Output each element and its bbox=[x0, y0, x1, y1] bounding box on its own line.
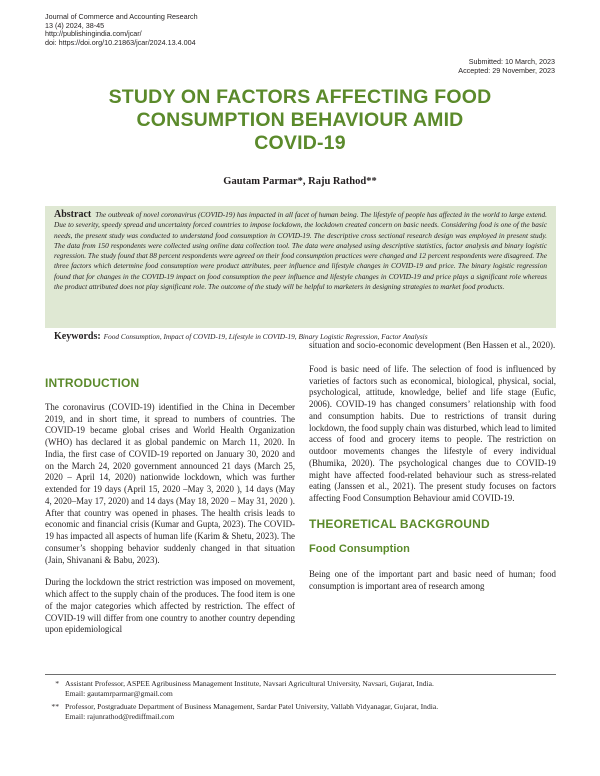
section-heading-theoretical-background: THEORETICAL BACKGROUND bbox=[309, 516, 490, 531]
footnote-body bbox=[65, 702, 545, 722]
paragraph: situation and socio-economic development (Ben Hassen et al., 2020). bbox=[309, 340, 556, 350]
abstract-text: The outbreak of novel coronavirus (COVID-19) has impacted in all facet of human being. The lifestyle of people has affected in the world to large extend. Due to severity, speedy spread and uncertainty forced countries to impose lockdown, the lockdown created concern on basic needs. Considering food is one of the basic needs, the present study was conducted to understand food consumption in COVID-19. The descriptive cross sectional research design was employed in present study. The data from 150 respondents were collected using online data collection tool. The data were analysed using descriptive statistics, factor analysis and binary logistic regression. The study found that 88 percent respondents were agreed on their food consumption practices were changed and 12 percent respondents were disagreed. The three factors which determine food consumption were product attributes, peer influence and lifestyle changes in COVID-19 and price. The binary logistic regression found that for changes in the COVID-19 impact on food consumption the peer influence and lifestyle changes in COVID-19 and price plays a significant role whereas the product attributed does not play significant role. The outcome of the study will be helpful to marketers in designing strategies to market food products. bbox=[54, 210, 547, 292]
paragraph: During the lockdown the strict restriction was imposed on movement, which affect to the supply chain of the produces. The food item is one of the major categories which affected by restriction. The effect of COVID-19 will differ from one country to another country depending upon epidemiological bbox=[45, 577, 295, 635]
footnote bbox=[45, 702, 556, 724]
footnote-affiliation: Assistant Professor, ASPEE Agribusiness Management Institute, Navsari Agricultural University, Navsari, Gujarat, India. bbox=[65, 679, 434, 688]
footnote-rule bbox=[45, 674, 556, 675]
abstract-label: Abstract bbox=[54, 209, 92, 220]
left-column bbox=[45, 378, 295, 636]
title-line-1: STUDY ON FACTORS AFFECTING FOOD bbox=[108, 86, 492, 108]
journal-meta bbox=[45, 13, 198, 47]
footnote-email[interactable]: Email: rajunrathod@rediffmail.com bbox=[65, 712, 175, 722]
abstract-box bbox=[45, 206, 556, 328]
footnote-email[interactable]: Email: gautamrparmar@gmail.com bbox=[65, 689, 173, 699]
paper-title bbox=[40, 86, 560, 155]
paragraph: The coronavirus (COVID-19) identified in the China in December 2019, and in short time, it spread to numbers of countries. The COVID-19 became global crises and World Health Organization (WHO) has declared it as global pandemic on March 11, 2020. In India, the first case of COVID-19 reported on January 30, 2020 and on the March 24, 2020 government announced 21 days (March 25, 2020 – April 14, 2020) nationwide lockdown, which was further extended for 19 days (April 15, 2020 –May 3, 2020 ), 14 days (May 4, 2020–May 17, 2020) and 14 days (May 18, 2020 – May 31, 2020 ). After that country was opened in phases. The health crisis leads to economic and financial crisis (Kumar and Gupta, 2023). The COVID-19 has impacted all aspects of human life (Karim & Shetu, 2023). The consumer’s shopping behavior suddenly changed in that situation (Jain, Shivanani & Babu, 2023). bbox=[45, 401, 295, 565]
right-column bbox=[309, 340, 556, 593]
abstract bbox=[54, 210, 547, 292]
journal-url[interactable]: http://publishingindia.com/jcar/ bbox=[45, 29, 142, 39]
footnote bbox=[45, 679, 556, 701]
paragraph: Being one of the important part and basic need of human; food consumption is important area of research among bbox=[309, 569, 556, 591]
submission-dates bbox=[458, 58, 555, 75]
subsection-heading-food-consumption: Food Consumption bbox=[309, 542, 410, 555]
keywords-text: Food Consumption, Impact of COVID-19, Lifestyle in COVID-19, Binary Logistic Regression, Factor Analysis bbox=[103, 332, 428, 341]
footnote-mark: * bbox=[55, 679, 59, 688]
footnote-body bbox=[65, 679, 545, 699]
keywords-label: Keywords: bbox=[54, 331, 101, 342]
journal-doi[interactable]: doi: https://doi.org/10.21863/jcar/2024.13.4.004 bbox=[45, 37, 196, 47]
accepted-date: Accepted: 29 November, 2023 bbox=[458, 65, 555, 75]
title-line-3: COVID-19 bbox=[254, 132, 346, 154]
footnote-affiliation: Professor, Postgraduate Department of Business Management, Sardar Patel University, Vallabh Vidyanagar, Gujarat, India. bbox=[65, 702, 439, 711]
paragraph: Food is basic need of life. The selection of food is influenced by varieties of factors such as economical, biological, physical, social, psychological, attitude, knowledge, belief and life stage (Eufic, 2006). COVID-19 has changed consumers’ relationship with food and consumption habits. Due to restrictions of transit during lockdown, the food supply chain was disturbed, which lead to limited access of food and grocery items to people. The restriction on outdoor movements changes the lifestyle of every individual (Bhumika, 2020). The psychological changes due to COVID-19 might have affected food-related behaviour such as stress-related eating (Janssen et al., 2021). The present study focuses on factors affecting Food Consumption Behaviour amid COVID-19. bbox=[309, 363, 556, 503]
journal-volume: 13 (4) 2024, 38-45 bbox=[45, 20, 105, 30]
section-heading-introduction: INTRODUCTION bbox=[45, 376, 140, 390]
title-line-2: CONSUMPTION BEHAVIOUR AMID bbox=[136, 109, 464, 131]
footnote-mark: ** bbox=[51, 702, 59, 711]
authors: Gautam Parmar*, Raju Rathod** bbox=[223, 176, 377, 187]
journal-name: Journal of Commerce and Accounting Research bbox=[45, 12, 198, 21]
submitted-date: Submitted: 10 March, 2023 bbox=[468, 57, 555, 66]
